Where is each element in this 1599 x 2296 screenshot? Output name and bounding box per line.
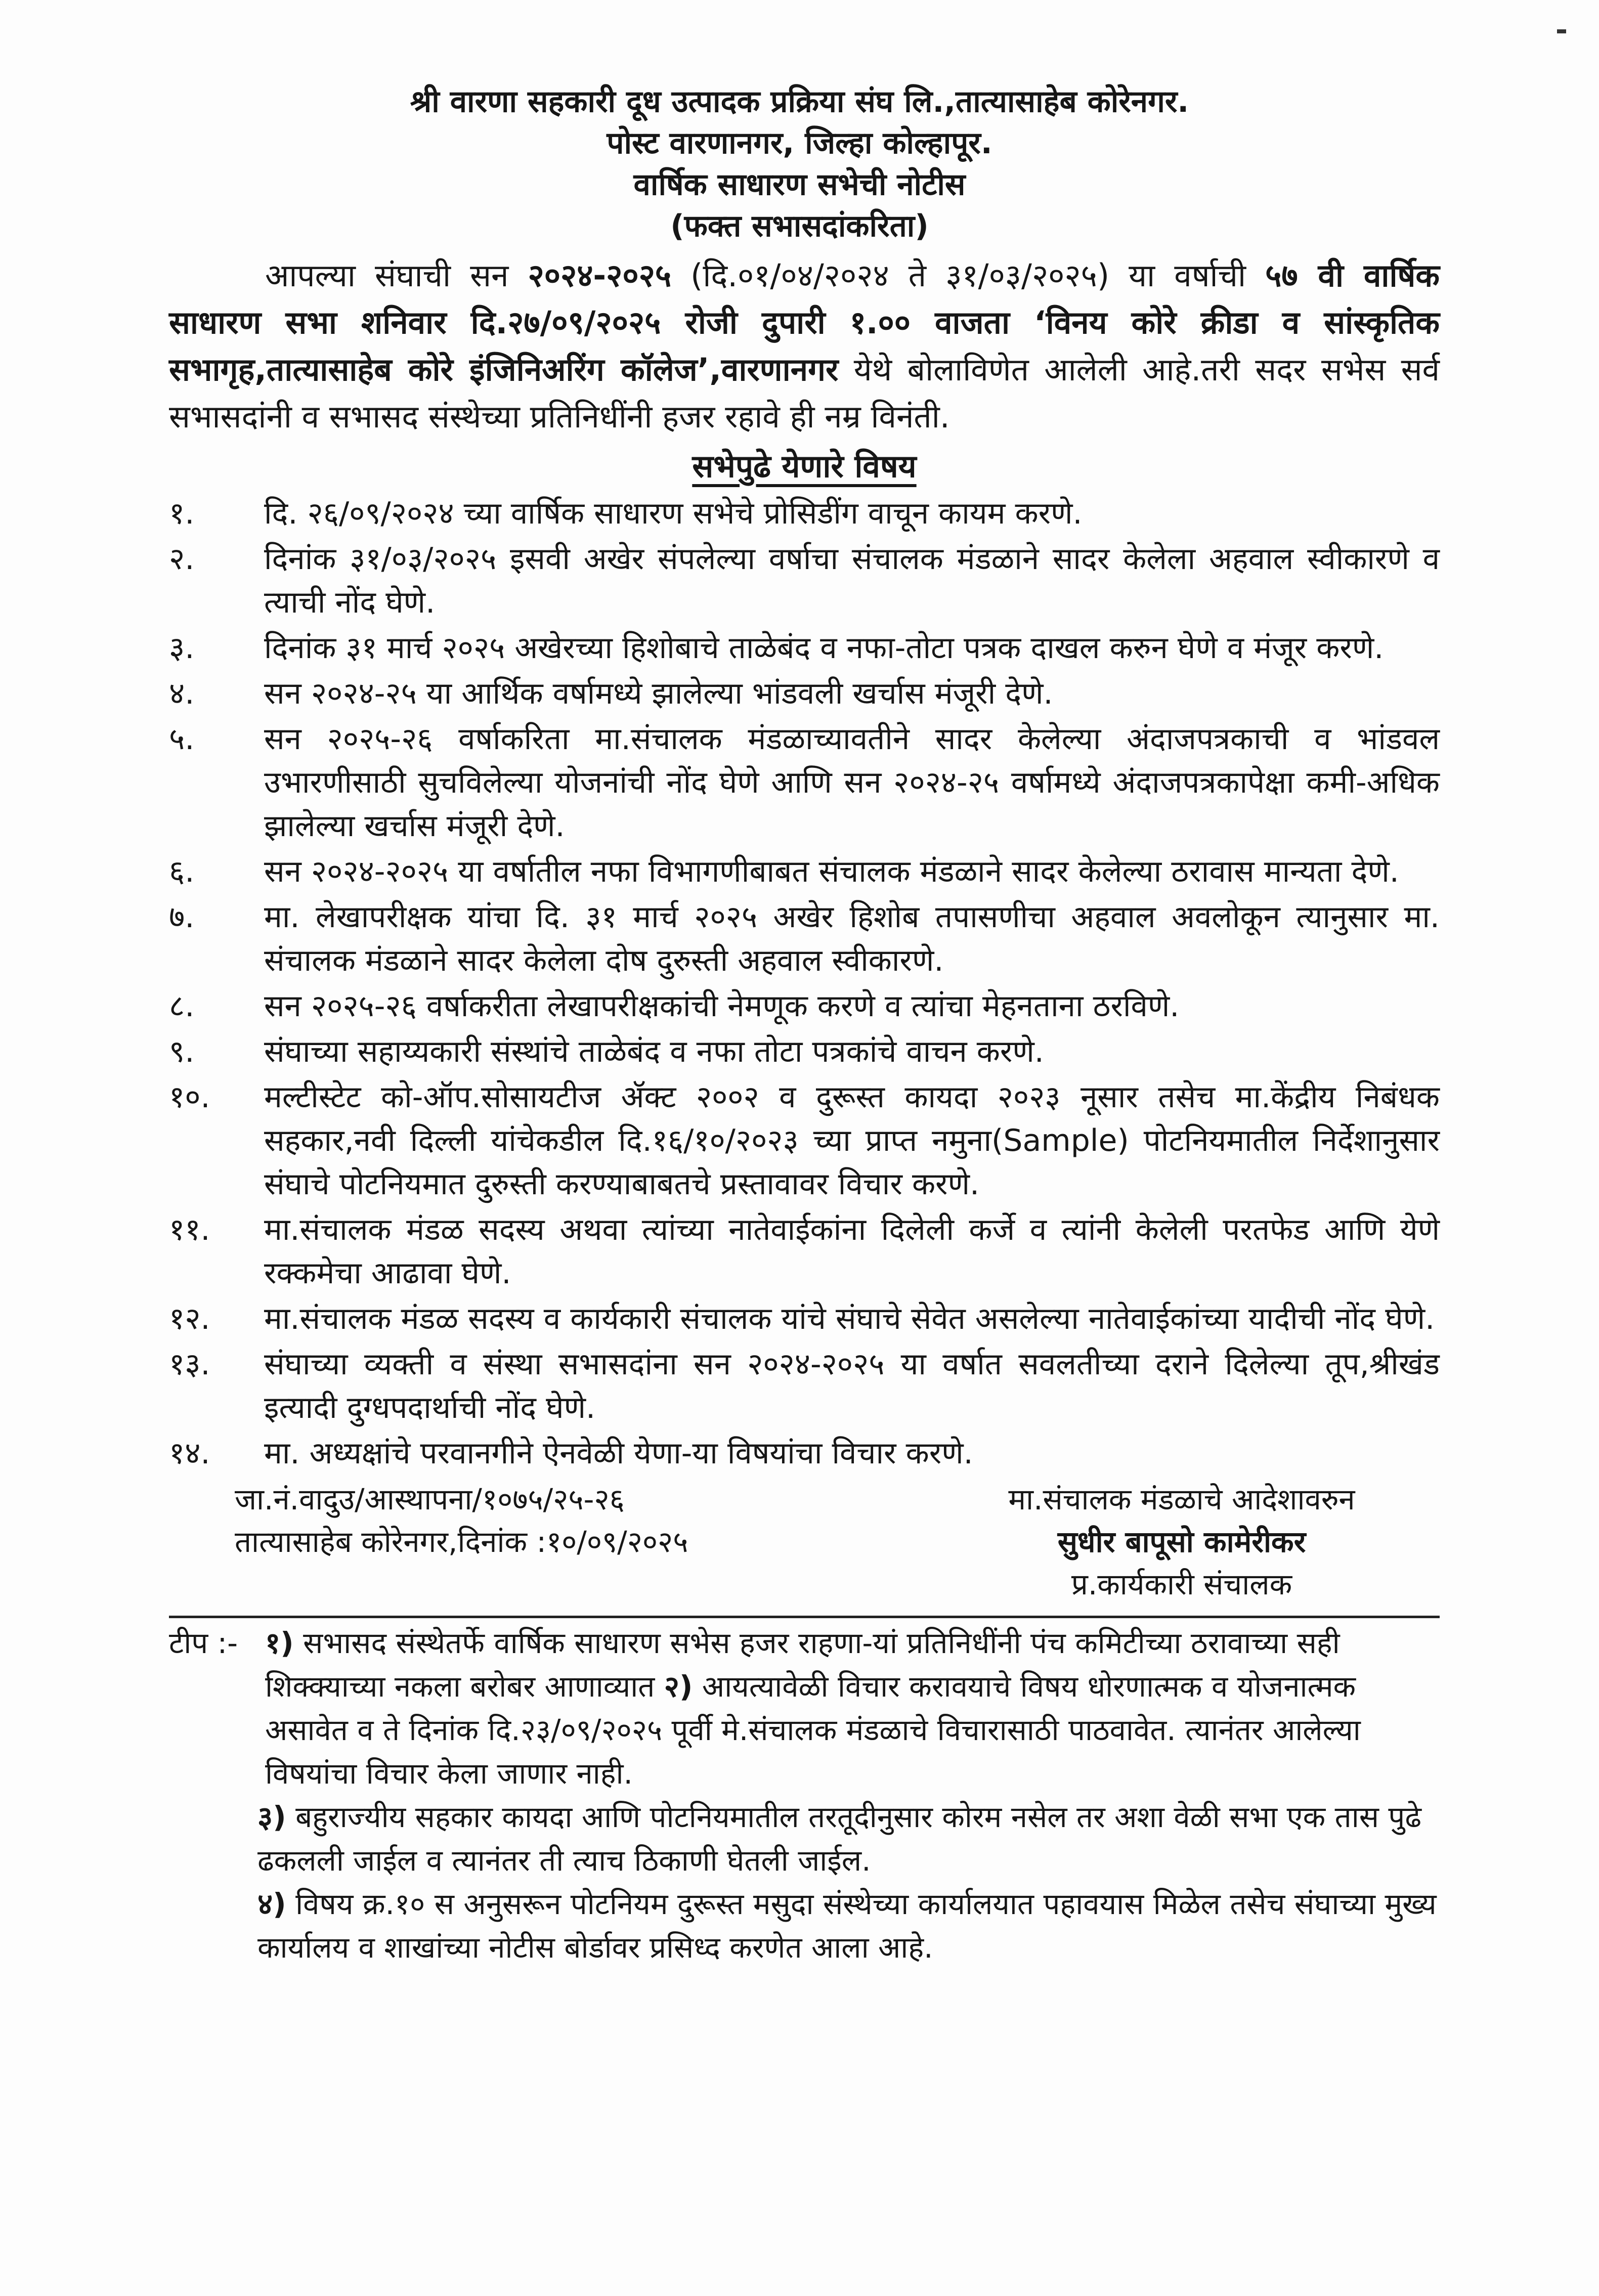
agenda-item	[169, 672, 1440, 715]
agenda-item-text: मल्टीस्टेट को-ऑप.सोसायटीज ॲक्ट २००२ व दुरूस्त कायदा २०२३ नूसार तसेच मा.केंद्रीय निबंधक सहकार,नवी दिल्ली यांचेकडील दि.१६/१०/२०२३ च्या प्राप्त नमुना(Sample) पोटनियमातील निर्देशानुसार संघाचे पोटनियमात दुरुस्ती करण्याबाबतचे प्रस्तावावर विचार करणे.	[264, 1079, 1440, 1202]
agenda-item	[169, 895, 1440, 982]
agenda-item	[169, 1208, 1440, 1295]
agenda-item	[169, 984, 1440, 1028]
agenda-item	[169, 1297, 1440, 1340]
agenda-heading: सभेपुढे येणारे विषय	[692, 448, 917, 485]
note-3	[169, 1795, 1440, 1882]
notes-section	[169, 1621, 1440, 1969]
agenda-item-text: संघाच्या व्यक्ती व संस्था सभासदांना सन २०२४-२०२५ या वर्षात सवलतीच्या दराने दिलेल्या तूप,श्रीखंड इत्यादी दुग्धपदार्थाची नोंद घेणे.	[264, 1347, 1440, 1425]
agenda-item-text: मा.संचालक मंडळ सदस्य व कार्यकारी संचालक यांचे संघाचे सेवेत असलेल्या नातेवाईकांच्या यादीची नोंद घेणे.	[264, 1301, 1435, 1336]
signatory-designation: प्र.कार्यकारी संचालक	[1071, 1567, 1292, 1601]
note-text: सभासद संस्थेतर्फे वार्षिक साधारण सभेस हजर राहणा-यां प्रतिनिधींनी पंच कमिटीच्या ठरावाच्या सही शिक्क्याच्या नकला बरोबर आणाव्यात	[265, 1626, 1340, 1704]
signatory-name: सुधीर बापूसो कामेरीकर	[1057, 1525, 1306, 1559]
agenda-item-number: १३.	[169, 1347, 210, 1382]
intro-paragraph	[169, 252, 1440, 440]
org-address: पोस्ट वारणानगर, जिल्हा कोल्हापूर.	[607, 125, 992, 161]
agenda-item	[169, 1075, 1440, 1206]
agenda-item-number: ९.	[169, 1034, 195, 1069]
notice-title: वार्षिक साधारण सभेची नोटीस	[633, 167, 966, 202]
agenda-item-text: सन २०२४-२०२५ या वर्षातील नफा विभागणीबाबत संचालक मंडळाने सादर केलेल्या ठरावास मान्यता देणे.	[264, 854, 1399, 889]
scan-mark	[1557, 29, 1566, 33]
intro-meeting-details: ५७ वी वार्षिक साधारण सभा शनिवार दि.२७/०९/२०२५ रोजी दुपारी १.०० वाजता ‘विनय कोरे क्रीडा व सांस्कृतिक सभागृह,तात्यासाहेब कोरे इंजिनिअरिंग कॉलेज’,वारणानगर	[169, 257, 1440, 388]
agenda-item-text: दिनांक ३१/०३/२०२५ इसवी अखेर संपलेल्या वर्षाचा संचालक मंडळाने सादर केलेला अहवाल स्वीकारणे व त्याची नोंद घेणे.	[264, 541, 1440, 620]
agenda-item-number: ५.	[169, 721, 195, 757]
note-4	[169, 1882, 1440, 1969]
by-order: मा.संचालक मंडळाचे आदेशावरुन	[1008, 1482, 1355, 1517]
agenda-item-number: १२.	[169, 1301, 210, 1336]
agenda-item-number: ३.	[169, 630, 195, 666]
agenda-item-text: दिनांक ३१ मार्च २०२५ अखेरच्या हिशोबाचे ताळेबंद व नफा-तोटा पत्रक दाखल करुन घेणे व मंजूर करणे.	[264, 630, 1384, 666]
agenda-item-number: १.	[169, 496, 195, 531]
note-text: विषय क्र.१० स अनुसरून पोटनियम दुरूस्त मसुदा संस्थेच्या कार्यालयात पहावयास मिळेल तसेच संघाच्या मुख्य कार्यालय व शाखांच्या नोटीस बोर्डावर प्रसिध्द करणेत आला आहे.	[257, 1887, 1437, 1965]
agenda-item-number: १४.	[169, 1436, 210, 1471]
agenda-item-number: १०.	[169, 1079, 210, 1115]
note-text: बहुराज्यीय सहकार कायदा आणि पोटनियमातील तरतूदीनुसार कोरम नसेल तर अशा वेळी सभा एक तास पुढे ढकलली जाईल व त्यानंतर ती त्याच ठिकाणी घेतली जाईल.	[257, 1800, 1421, 1878]
agenda-item	[169, 1432, 1440, 1475]
agenda-item-number: ७.	[169, 899, 195, 935]
agenda-item-number: २.	[169, 541, 195, 577]
agenda-item-text: सन २०२५-२६ वर्षाकरीता लेखापरीक्षकांची नेमणूक करणे व त्यांचा मेहनताना ठरविणे.	[264, 988, 1180, 1024]
agenda-item-number: ६.	[169, 854, 195, 889]
footer-row	[169, 1478, 1440, 1606]
note-number: २)	[664, 1669, 693, 1704]
note-number: ४)	[257, 1887, 286, 1921]
note-number: ३)	[257, 1800, 286, 1834]
reference-number: जा.नं.वादुउ/आस्थापना/१०७५/२५-२६	[235, 1482, 625, 1517]
agenda-item-text: मा. लेखापरीक्षक यांचा दि. ३१ मार्च २०२५ अखेर हिशोब तपासणीचा अहवाल अवलोकून त्यानुसार मा. संचालक मंडळाने सादर केलेला दोष दुरुस्ती अहवाल स्वीकारणे.	[264, 899, 1440, 978]
agenda-item-text: दि. २६/०९/२०२४ च्या वार्षिक साधारण सभेचे प्रोसिडींग वाचून कायम करणे.	[264, 496, 1083, 531]
agenda-item-number: ११.	[169, 1212, 210, 1247]
agenda-item-text: सन २०२५-२६ वर्षाकरिता मा.संचालक मंडळाच्यावतीने सादर केलेल्या अंदाजपत्रकाची व भांडवल उभारणीसाठी सुचविलेल्या योजनांची नोंद घेणे आणि सन २०२४-२५ वर्षामध्ये अंदाजपत्रकापेक्षा कमी-अधिक झालेल्या खर्चास मंजूरी देणे.	[264, 721, 1440, 844]
intro-year: २०२४-२०२५	[528, 257, 672, 294]
notice-subtitle: (फक्त सभासदांकरिता)	[670, 208, 929, 244]
agenda-item	[169, 492, 1440, 535]
agenda-item	[169, 1030, 1440, 1073]
agenda-item-number: ४.	[169, 676, 195, 711]
agenda-list	[169, 492, 1440, 1475]
agenda-item	[169, 537, 1440, 624]
intro-text: येथे बोलाविणेत आलेली आहे.तरी सदर सभेस सर्व सभासदांनी व सभासद संस्थेच्या प्रतिनिधींनी हजर रहावे ही नम्र विनंती.	[169, 351, 1440, 435]
note-1-2	[265, 1621, 1440, 1795]
intro-text: (दि.०१/०४/२०२४ ते ३१/०३/२०२५) या वर्षाची	[671, 257, 1266, 294]
org-name: श्री वारणा सहकारी दूध उत्पादक प्रक्रिया संघ लि.,तात्यासाहेब कोरेनगर.	[410, 84, 1189, 119]
note-number: १)	[265, 1626, 294, 1660]
agenda-item-number: ८.	[169, 988, 195, 1024]
agenda-item	[169, 850, 1440, 893]
agenda-item	[169, 626, 1440, 670]
intro-text: आपल्या संघाची सन	[265, 257, 528, 294]
agenda-item-text: मा.संचालक मंडळ सदस्य अथवा त्यांच्या नातेवाईकांना दिलेली कर्जे व त्यांनी केलेली परतफेड आणि येणे रक्कमेचा आढावा घेणे.	[264, 1212, 1440, 1291]
place-date: तात्यासाहेब कोरेनगर,दिनांक :१०/०९/२०२५	[235, 1525, 688, 1559]
notes-label: टीप :-	[169, 1626, 238, 1660]
notice-page	[169, 0, 1440, 2000]
agenda-item-text: सन २०२४-२५ या आर्थिक वर्षामध्ये झालेल्या भांडवली खर्चास मंजूरी देणे.	[264, 676, 1053, 711]
agenda-item-text: संघाच्या सहाय्यकारी संस्थांचे ताळेबंद व नफा तोटा पत्रकांचे वाचन करणे.	[264, 1034, 1044, 1069]
divider	[169, 1616, 1440, 1618]
agenda-item	[169, 1342, 1440, 1429]
agenda-item-text: मा. अध्यक्षांचे परवानगीने ऐनवेळी येणा-या विषयांचा विचार करणे.	[264, 1436, 973, 1471]
note-text: आयत्यावेळी विचार करावयाचे विषय धोरणात्मक व योजनात्मक असावेत व ते दिनांक दि.२३/०९/२०२५ पूर्वी मे.संचालक मंडळाचे विचारासाठी पाठवावेत. त्यानंतर आलेल्या विषयांचा विचार केला जाणार नाही.	[265, 1669, 1361, 1791]
reference-block	[169, 1478, 688, 1606]
signature-block	[954, 1478, 1409, 1606]
agenda-item	[169, 717, 1440, 848]
